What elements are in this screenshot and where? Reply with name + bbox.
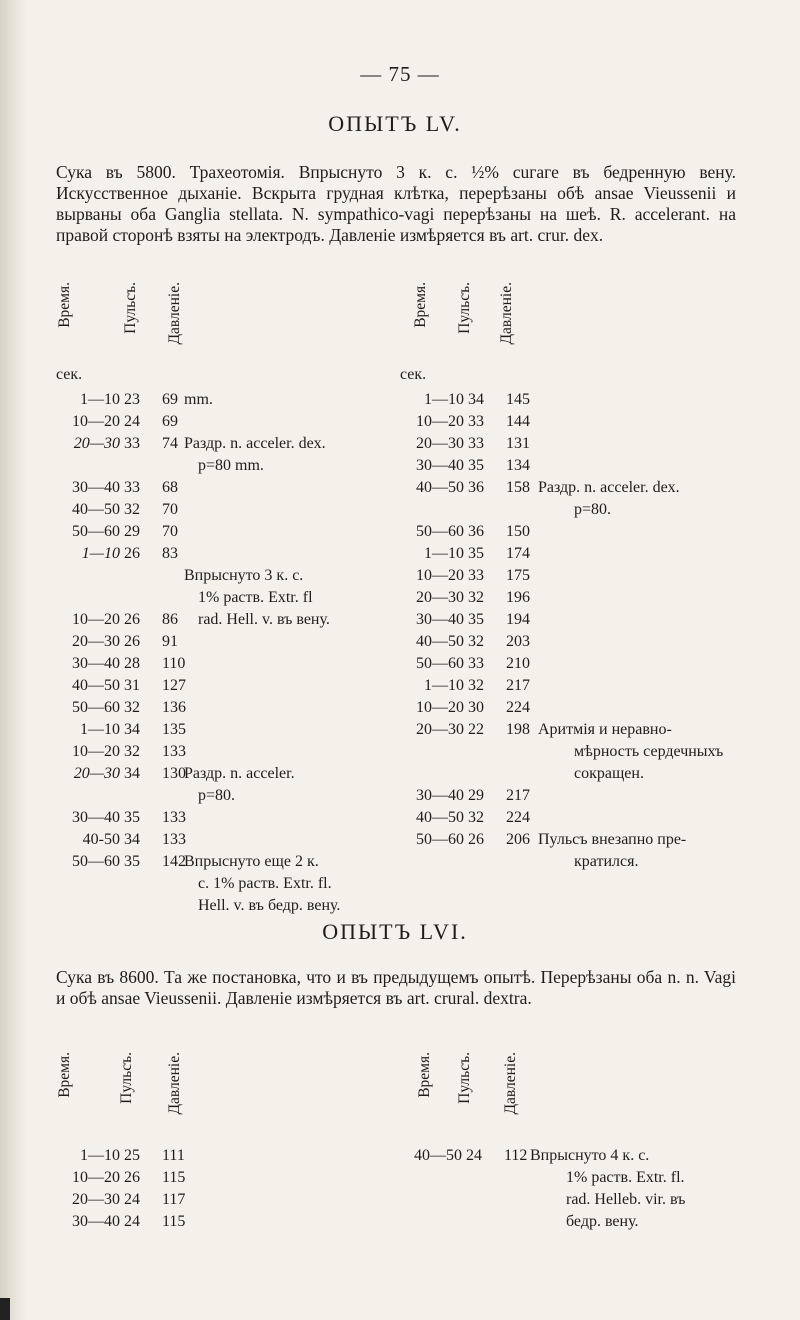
cell-pulse: 32 [468,589,484,606]
exp1-inj2-b: с. 1% раств. Extr. fl. [198,875,332,892]
cell-pulse: 26 [124,1169,140,1186]
cell-pulse: 29 [124,523,140,540]
cell-press: 133 [162,831,186,848]
cell-time: 1—10 [80,721,120,738]
cell-pulse: 35 [124,809,140,826]
cell-pulse: 26 [124,611,140,628]
cell-press: 69 [162,413,178,430]
cell-press: 115 [162,1213,186,1230]
cell-press: 210 [506,655,530,672]
cell-press: 68 [162,479,178,496]
exp2-title: ОПЫТЪ LVI. [322,919,468,944]
cell-pulse: 35 [468,457,484,474]
exp2-left-header-pulse: Пульсъ. [118,1052,135,1104]
cell-pulse: 28 [124,655,140,672]
cell-time: 30—40 [72,655,120,672]
exp1-left-header-time: Время. [56,282,73,328]
cell-pulse: 33 [468,435,484,452]
exp1-unit-mm: mm. [184,391,213,408]
cell-pulse: 33 [468,413,484,430]
exp2-intro: Сука въ 8600. Та же постановка, что и въ предыдущемъ опытѣ. Перерѣзаны оба n. n. Vagi и обѣ ansae Vieussenii. Давленіе измѣряется въ art. crural. dextra. [56,967,736,1008]
cell-pulse: 26 [468,831,484,848]
exp1-right-header-time: Время. [412,282,429,328]
cell-press: 174 [506,545,530,562]
cell-pulse: 35 [124,853,140,870]
cell-time: 50—60 [416,655,464,672]
cell-pulse: 26 [124,545,140,562]
cell-press: 136 [162,699,186,716]
cell-press: 134 [506,457,530,474]
cell-time: 10—20 [72,413,120,430]
page-number: — 75 — [360,62,440,86]
cell-time: 30—40 [72,1213,120,1230]
cell-time: 1—10 [81,545,120,562]
cell-pulse: 24 [466,1147,482,1164]
cell-time: 30—40 [72,809,120,826]
cell-pulse: 26 [124,633,140,650]
cell-press: 144 [506,413,530,430]
cell-time: 30—40 [416,611,464,628]
cell-pulse: 32 [124,699,140,716]
exp1-inj2-c: Hell. v. въ бедр. вену. [198,897,341,914]
cell-press: 86 [162,611,178,628]
exp1-right-header-pressure: Давленіе. [498,282,515,345]
cell-pulse: 31 [124,677,140,694]
page-edge-shadow [0,0,26,1320]
cell-press: 112 [504,1147,528,1164]
exp1-right-header-pulse: Пульсъ. [456,282,473,334]
cell-time: 1—10 [80,1147,120,1164]
exp1-arrhythmia-a: Аритмія и неравно- [538,721,672,738]
cell-press: 198 [506,721,530,738]
cell-press: 133 [162,743,186,760]
cell-press: 133 [162,809,186,826]
cell-time: 40—50 [72,501,120,518]
cell-press: 217 [506,787,530,804]
cell-pulse: 36 [468,479,484,496]
cell-pulse: 32 [468,809,484,826]
cell-press: 115 [162,1169,186,1186]
cell-pulse: 33 [124,435,140,452]
cell-press: 203 [506,633,530,650]
cell-press: 69 [162,391,178,408]
cell-time: 50—60 [416,523,464,540]
exp1-right-stim-a: Раздр. n. acceler. dex. [538,479,680,496]
cell-pulse: 25 [124,1147,140,1164]
cell-press: 70 [162,523,178,540]
cell-pulse: 34 [124,831,140,848]
cell-press: 110 [162,655,186,672]
exp1-title: ОПЫТЪ LV. [328,111,462,136]
exp1-intro: Сука въ 5800. Трахеотомія. Впрыснуто 3 к. с. ½% cuгаге въ бедренную вену. Искусственное дыханіе. Вскрыта грудная клѣтка, перерѣзаны обѣ ansae Vieussenii и вырваны оба Ganglia stellata. N. sympathico-vagi перерѣзаны на шеѣ. R. accelerant. на правой сторонѣ взяты на электродъ. Давленіе измѣряется въ art. crur. dex. [56,162,736,245]
cell-press: 150 [506,523,530,540]
cell-time: 40—50 [416,479,464,496]
cell-pulse: 24 [124,1213,140,1230]
cell-time: 10—20 [416,413,464,430]
cell-time: 30—40 [416,787,464,804]
cell-pulse: 24 [124,1191,140,1208]
cell-time: 20—30 [72,1191,120,1208]
cell-time: 10—20 [72,1169,120,1186]
cell-press: 224 [506,809,530,826]
cell-time: 50—60 [72,699,120,716]
cell-pulse: 23 [124,391,140,408]
cell-press: 91 [162,633,178,650]
cell-time: 40—50 [416,809,464,826]
exp1-left-header-pressure: Давленіе. [166,282,183,345]
cell-time: 40—50 [416,633,464,650]
cell-time: 50—60 [72,853,120,870]
cell-time: 40—50 [414,1147,462,1164]
cell-time: 20—30 [416,589,464,606]
cell-time: 10—20 [416,699,464,716]
cell-press: 196 [506,589,530,606]
exp2-inj-c: rad. Helleb. vir. въ [566,1191,686,1208]
cell-press: 131 [506,435,530,452]
exp1-stim2-a: Раздр. n. acceler. [184,765,295,782]
exp1-left-header-pulse: Пульсъ. [122,282,139,334]
cell-time: 1—10 [424,545,464,562]
cell-press: 70 [162,501,178,518]
exp1-inj1-b: 1% раств. Extr. fl [198,589,313,606]
exp1-arrhythmia-b: мѣрность сердечныхъ [574,743,724,760]
exp1-right-stim-b: p=80. [574,501,612,518]
page-edge-mark [0,1298,10,1320]
exp1-pulse-stop-a: Пульсъ внезапно пре- [538,831,687,848]
cell-time: 40—50 [72,677,120,694]
cell-press: 194 [506,611,530,628]
cell-time: 20—30 [72,633,120,650]
cell-press: 217 [506,677,530,694]
cell-pulse: 34 [124,721,140,738]
cell-pulse: 33 [124,479,140,496]
exp2-inj-d: бедр. вену. [566,1213,639,1230]
exp2-inj-a: Впрыснуто 4 к. с. [530,1147,650,1164]
exp1-stim1-b: p=80 mm. [198,457,264,474]
exp1-pulse-stop-b: кратился. [574,853,639,870]
cell-press: 117 [162,1191,186,1208]
exp1-stim2-b: p=80. [198,787,236,804]
cell-press: 127 [162,677,186,694]
cell-pulse: 35 [468,611,484,628]
cell-pulse: 36 [468,523,484,540]
cell-pulse: 33 [468,655,484,672]
cell-press: 224 [506,699,530,716]
cell-press: 206 [506,831,530,848]
exp2-right-header-pulse: Пульсъ. [456,1052,473,1104]
cell-pulse: 24 [124,413,140,430]
cell-pulse: 34 [468,391,484,408]
exp2-left-header-pressure: Давленіе. [166,1052,183,1115]
cell-press: 111 [162,1147,185,1164]
cell-time: 10—20 [72,743,120,760]
cell-pulse: 30 [468,699,484,716]
cell-time: 10—20 [416,567,464,584]
cell-time: 20—30 [416,435,464,452]
exp1-right-unit: сек. [400,366,427,383]
cell-press: 145 [506,391,530,408]
cell-time: 10—20 [72,611,120,628]
exp1-left-unit: сек. [56,366,83,383]
cell-pulse: 34 [124,765,140,782]
cell-press: 135 [162,721,186,738]
cell-time: 1—10 [424,677,464,694]
exp1-arrhythmia-c: сокращен. [574,765,644,782]
cell-time: 30—40 [72,479,120,496]
exp2-right-header-time: Время. [416,1052,433,1098]
exp1-inj1-c: rad. Hell. v. въ вену. [198,611,330,628]
exp2-right-header-pressure: Давленіе. [502,1052,519,1115]
cell-press: 142 [162,853,186,870]
cell-pulse: 32 [468,677,484,694]
cell-time: 20—30 [73,765,120,782]
cell-pulse: 32 [124,743,140,760]
exp1-inj1-a: Впрыснуто 3 к. с. [184,567,304,584]
cell-time: 50—60 [416,831,464,848]
cell-time: 40-50 [82,831,120,848]
exp1-stim1-a: Раздр. n. acceler. dex. [184,435,326,452]
cell-time: 1—10 [424,391,464,408]
exp2-left-header-time: Время. [56,1052,73,1098]
cell-time: 1—10 [80,391,120,408]
cell-press: 74 [162,435,178,452]
exp2-inj-b: 1% раств. Extr. fl. [566,1169,685,1186]
cell-press: 158 [506,479,530,496]
cell-press: 83 [162,545,178,562]
cell-pulse: 35 [468,545,484,562]
cell-press: 175 [506,567,530,584]
cell-pulse: 32 [468,633,484,650]
exp1-inj2-a: Впрыснуто еще 2 к. [184,853,319,870]
cell-pulse: 32 [124,501,140,518]
cell-pulse: 33 [468,567,484,584]
cell-press: 130 [162,765,186,782]
cell-pulse: 29 [468,787,484,804]
cell-time: 20—30 [416,721,464,738]
cell-time: 20—30 [73,435,120,452]
cell-time: 30—40 [416,457,464,474]
cell-time: 50—60 [72,523,120,540]
cell-pulse: 22 [468,721,484,738]
